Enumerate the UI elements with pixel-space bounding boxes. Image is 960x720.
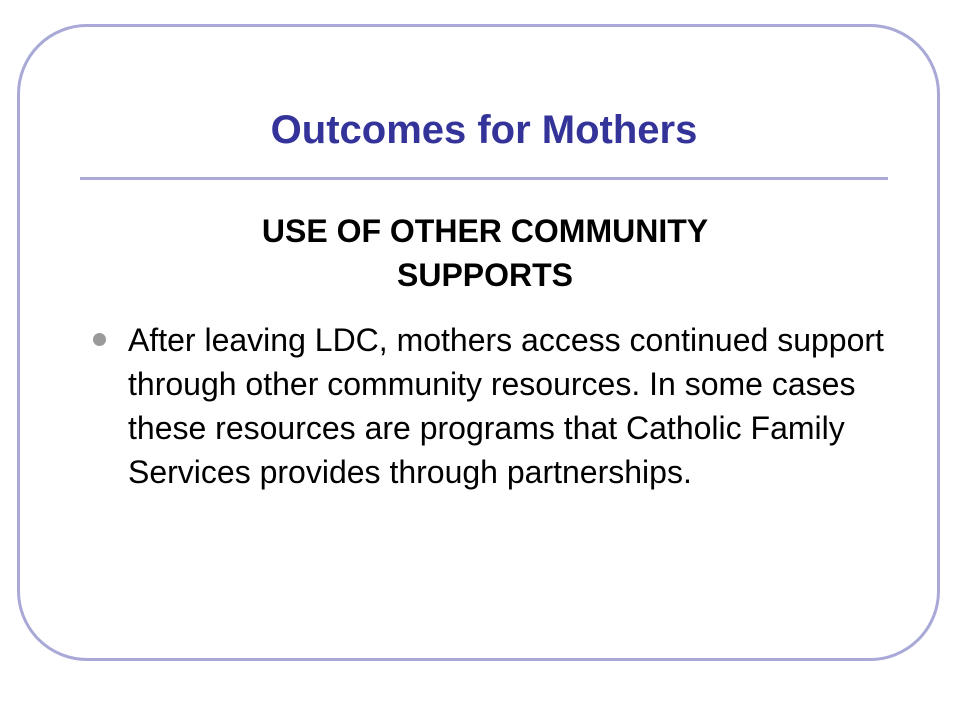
title-divider: [80, 177, 888, 180]
section-heading: USE OF OTHER COMMUNITY SUPPORTS: [261, 213, 709, 293]
bullet-list: [92, 318, 892, 494]
bullet-text: After leaving LDC, mothers access continued support through other community resources. In some cases these resources are programs that Catholic Family Services provides through partnerships.: [128, 322, 884, 490]
bullet-icon: [93, 333, 106, 346]
bullet-item: [92, 318, 892, 494]
slide-title: Outcomes for Mothers: [270, 108, 698, 152]
